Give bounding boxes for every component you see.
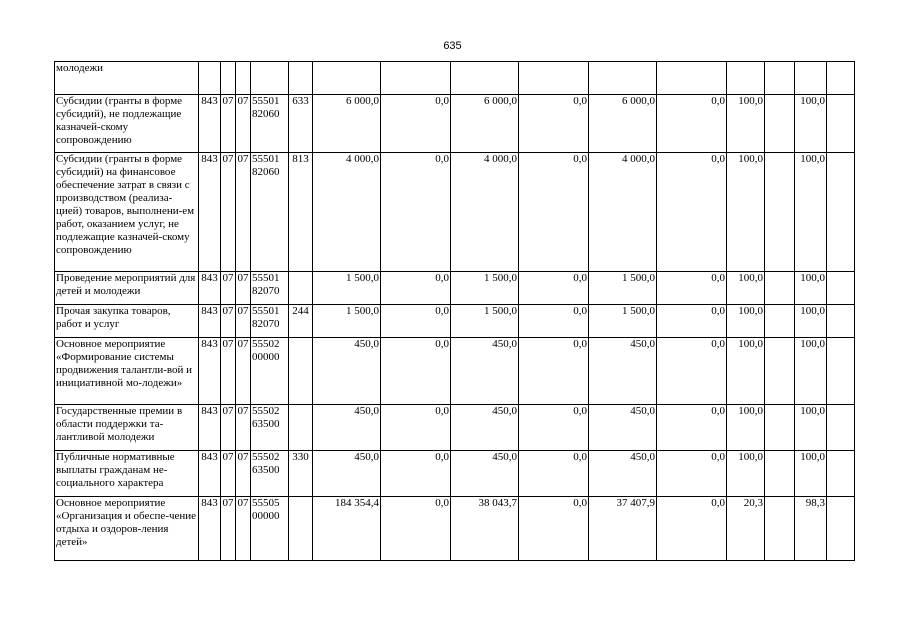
subsection-code-cell: 07 <box>236 95 251 153</box>
table-row <box>55 272 855 305</box>
refined-amount-cell: 1 500,0 <box>451 305 519 338</box>
change-refined-cell: 0,0 <box>519 338 589 405</box>
executed-amount-cell: 450,0 <box>589 451 657 497</box>
change-executed-cell <box>657 62 727 95</box>
percent-of-plan-cell: 100,0 <box>727 338 765 405</box>
table-row <box>55 95 855 153</box>
executed-amount-cell: 1 500,0 <box>589 305 657 338</box>
percent-of-plan-cell <box>727 62 765 95</box>
change-executed-cell: 0,0 <box>657 153 727 272</box>
subsection-code-cell: 07 <box>236 153 251 272</box>
item-name-cell: Субсидии (гранты в форме субсидий), не подлежащие казначей-скому сопровождению <box>55 95 199 153</box>
section-code-cell: 07 <box>221 95 236 153</box>
percent-of-refined-cell: 100,0 <box>795 153 827 272</box>
change-executed-cell: 0,0 <box>657 272 727 305</box>
expense-type-cell <box>289 62 313 95</box>
section-code-cell: 07 <box>221 305 236 338</box>
expense-type-cell <box>289 338 313 405</box>
executed-amount-cell: 6 000,0 <box>589 95 657 153</box>
budget-table <box>54 61 855 561</box>
grbs-code-cell: 843 <box>199 305 221 338</box>
refined-amount-cell <box>451 62 519 95</box>
empty-cell <box>827 338 855 405</box>
subsection-code-cell: 07 <box>236 272 251 305</box>
refined-amount-cell: 450,0 <box>451 405 519 451</box>
percent-of-plan-cell: 100,0 <box>727 451 765 497</box>
item-name-cell: Основное мероприятие «Организация и обеспе-чение отдыха и оздоров-ления детей» <box>55 497 199 561</box>
grbs-code-cell: 843 <box>199 405 221 451</box>
table-row <box>55 305 855 338</box>
empty-cell <box>827 451 855 497</box>
item-name-cell: Основное мероприятие «Формирование системы продвижения талантли-вой и инициативной мо-лодежи» <box>55 338 199 405</box>
approved-amount-cell: 1 500,0 <box>313 272 381 305</box>
change-cell: 0,0 <box>381 95 451 153</box>
empty-cell <box>765 272 795 305</box>
percent-of-refined-cell: 98,3 <box>795 497 827 561</box>
target-article-cell: 55501 82070 <box>251 305 289 338</box>
grbs-code-cell: 843 <box>199 451 221 497</box>
item-name-cell: Прочая закупка товаров, работ и услуг <box>55 305 199 338</box>
approved-amount-cell: 184 354,4 <box>313 497 381 561</box>
change-cell: 0,0 <box>381 497 451 561</box>
subsection-code-cell: 07 <box>236 305 251 338</box>
expense-type-cell: 330 <box>289 451 313 497</box>
empty-cell <box>765 451 795 497</box>
expense-type-cell <box>289 405 313 451</box>
page-number: 635 <box>443 40 462 52</box>
section-code-cell: 07 <box>221 497 236 561</box>
target-article-cell: 55502 63500 <box>251 405 289 451</box>
change-cell: 0,0 <box>381 153 451 272</box>
percent-of-plan-cell: 100,0 <box>727 95 765 153</box>
grbs-code-cell: 843 <box>199 272 221 305</box>
change-cell <box>381 62 451 95</box>
expense-type-cell: 633 <box>289 95 313 153</box>
expense-type-cell: 813 <box>289 153 313 272</box>
change-cell: 0,0 <box>381 305 451 338</box>
change-cell: 0,0 <box>381 451 451 497</box>
change-executed-cell: 0,0 <box>657 305 727 338</box>
percent-of-plan-cell: 100,0 <box>727 153 765 272</box>
approved-amount-cell: 450,0 <box>313 405 381 451</box>
subsection-code-cell: 07 <box>236 338 251 405</box>
percent-of-plan-cell: 100,0 <box>727 405 765 451</box>
table-row <box>55 62 855 95</box>
expense-type-cell <box>289 272 313 305</box>
percent-of-refined-cell: 100,0 <box>795 405 827 451</box>
refined-amount-cell: 1 500,0 <box>451 272 519 305</box>
section-code-cell: 07 <box>221 405 236 451</box>
empty-cell <box>765 405 795 451</box>
empty-cell <box>827 62 855 95</box>
empty-cell <box>765 497 795 561</box>
target-article-cell: 55501 82070 <box>251 272 289 305</box>
expense-type-cell <box>289 497 313 561</box>
section-code-cell <box>221 62 236 95</box>
empty-cell <box>827 153 855 272</box>
percent-of-plan-cell: 100,0 <box>727 272 765 305</box>
executed-amount-cell: 450,0 <box>589 405 657 451</box>
target-article-cell: 55505 00000 <box>251 497 289 561</box>
empty-cell <box>827 305 855 338</box>
grbs-code-cell: 843 <box>199 153 221 272</box>
change-executed-cell: 0,0 <box>657 338 727 405</box>
grbs-code-cell: 843 <box>199 95 221 153</box>
target-article-cell: 55502 63500 <box>251 451 289 497</box>
percent-of-refined-cell: 100,0 <box>795 338 827 405</box>
table-row <box>55 451 855 497</box>
section-code-cell: 07 <box>221 153 236 272</box>
section-code-cell: 07 <box>221 451 236 497</box>
empty-cell <box>765 62 795 95</box>
change-refined-cell: 0,0 <box>519 95 589 153</box>
change-refined-cell: 0,0 <box>519 272 589 305</box>
subsection-code-cell <box>236 62 251 95</box>
item-name-cell: Субсидии (гранты в форме субсидий) на финансовое обеспечение затрат в связи с производством (реализа-цией) товаров, выполнени-ем работ, оказанием услуг, не подлежащие казначей-скому сопровождению <box>55 153 199 272</box>
approved-amount-cell: 450,0 <box>313 451 381 497</box>
section-code-cell: 07 <box>221 338 236 405</box>
empty-cell <box>827 405 855 451</box>
percent-of-refined-cell: 100,0 <box>795 451 827 497</box>
target-article-cell: 55502 00000 <box>251 338 289 405</box>
refined-amount-cell: 4 000,0 <box>451 153 519 272</box>
change-refined-cell: 0,0 <box>519 451 589 497</box>
change-refined-cell: 0,0 <box>519 153 589 272</box>
change-refined-cell: 0,0 <box>519 497 589 561</box>
empty-cell <box>765 95 795 153</box>
change-executed-cell: 0,0 <box>657 405 727 451</box>
section-code-cell: 07 <box>221 272 236 305</box>
percent-of-refined-cell <box>795 62 827 95</box>
approved-amount-cell: 6 000,0 <box>313 95 381 153</box>
executed-amount-cell <box>589 62 657 95</box>
table-row <box>55 338 855 405</box>
change-cell: 0,0 <box>381 338 451 405</box>
change-refined-cell: 0,0 <box>519 405 589 451</box>
executed-amount-cell: 450,0 <box>589 338 657 405</box>
refined-amount-cell: 6 000,0 <box>451 95 519 153</box>
approved-amount-cell <box>313 62 381 95</box>
percent-of-plan-cell: 20,3 <box>727 497 765 561</box>
approved-amount-cell: 1 500,0 <box>313 305 381 338</box>
subsection-code-cell: 07 <box>236 497 251 561</box>
empty-cell <box>827 497 855 561</box>
grbs-code-cell: 843 <box>199 338 221 405</box>
change-executed-cell: 0,0 <box>657 497 727 561</box>
change-cell: 0,0 <box>381 405 451 451</box>
approved-amount-cell: 4 000,0 <box>313 153 381 272</box>
subsection-code-cell: 07 <box>236 405 251 451</box>
item-name-cell: молодежи <box>55 62 199 95</box>
empty-cell <box>765 338 795 405</box>
percent-of-refined-cell: 100,0 <box>795 95 827 153</box>
change-cell: 0,0 <box>381 272 451 305</box>
change-executed-cell: 0,0 <box>657 451 727 497</box>
executed-amount-cell: 1 500,0 <box>589 272 657 305</box>
target-article-cell: 55501 82060 <box>251 95 289 153</box>
change-refined-cell <box>519 62 589 95</box>
executed-amount-cell: 37 407,9 <box>589 497 657 561</box>
empty-cell <box>765 153 795 272</box>
percent-of-refined-cell: 100,0 <box>795 305 827 338</box>
subsection-code-cell: 07 <box>236 451 251 497</box>
grbs-code-cell <box>199 62 221 95</box>
grbs-code-cell: 843 <box>199 497 221 561</box>
empty-cell <box>827 272 855 305</box>
refined-amount-cell: 38 043,7 <box>451 497 519 561</box>
table-row <box>55 153 855 272</box>
refined-amount-cell: 450,0 <box>451 451 519 497</box>
approved-amount-cell: 450,0 <box>313 338 381 405</box>
item-name-cell: Государственные премии в области поддержки та-лантливой молодежи <box>55 405 199 451</box>
empty-cell <box>827 95 855 153</box>
percent-of-plan-cell: 100,0 <box>727 305 765 338</box>
table-row <box>55 405 855 451</box>
refined-amount-cell: 450,0 <box>451 338 519 405</box>
table-row <box>55 497 855 561</box>
expense-type-cell: 244 <box>289 305 313 338</box>
empty-cell <box>765 305 795 338</box>
executed-amount-cell: 4 000,0 <box>589 153 657 272</box>
target-article-cell: 55501 82060 <box>251 153 289 272</box>
item-name-cell: Публичные нормативные выплаты гражданам не-социального характера <box>55 451 199 497</box>
change-executed-cell: 0,0 <box>657 95 727 153</box>
target-article-cell <box>251 62 289 95</box>
percent-of-refined-cell: 100,0 <box>795 272 827 305</box>
change-refined-cell: 0,0 <box>519 305 589 338</box>
item-name-cell: Проведение мероприятий для детей и молодежи <box>55 272 199 305</box>
